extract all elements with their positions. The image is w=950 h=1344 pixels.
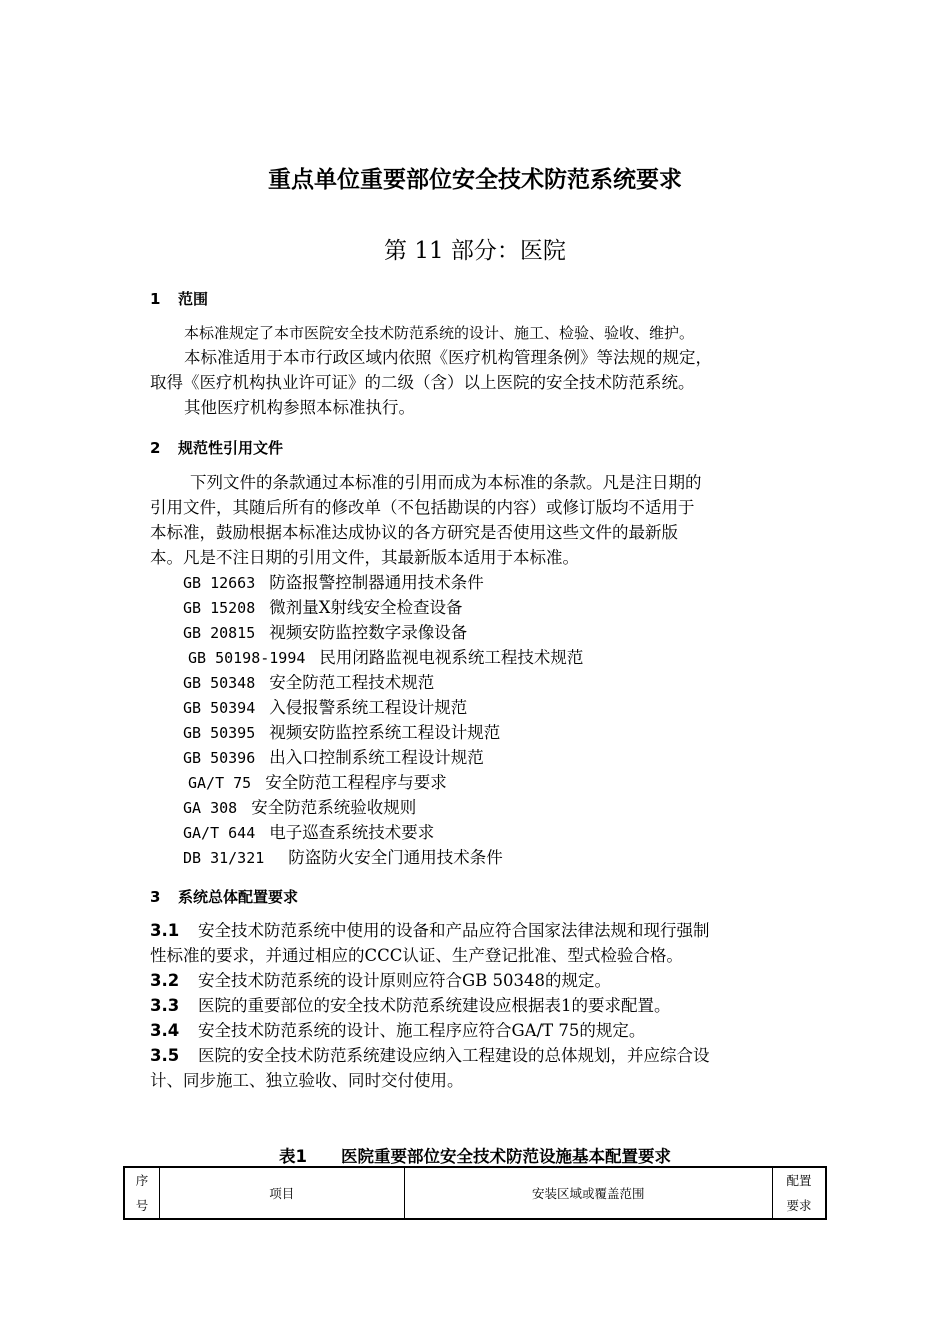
section-number: 3 [150, 888, 161, 906]
clause-number: 3.5 [150, 1046, 180, 1065]
reference-item: GB 12663 防盗报警控制器通用技术条件 [183, 573, 484, 592]
section-heading-3 [150, 886, 298, 907]
clause-3-4: 3.4 安全技术防范系统的设计、施工程序应符合GA/T 75的规定。 [150, 1018, 645, 1043]
reference-item: GA/T 75 安全防范工程程序与要求 [188, 773, 447, 792]
section-heading-2 [150, 437, 283, 458]
reference-item: GB 50394 入侵报警系统工程设计规范 [183, 698, 468, 717]
reference-item: DB 31/321 防盗防火安全门通用技术条件 [183, 848, 503, 867]
reference-item: GA/T 644 电子巡查系统技术要求 [183, 823, 435, 842]
scope-paragraph-1: 本标准规定了本市医院安全技术防范系统的设计、施工、检验、验收、维护。 [184, 324, 695, 342]
section-title: 范围 [178, 290, 209, 308]
section-heading-1 [150, 288, 208, 309]
section-title: 规范性引用文件 [178, 439, 284, 457]
reference-item: GB 50348 安全防范工程技术规范 [183, 673, 435, 692]
refs-intro-line-3: 本标准，鼓励根据本标准达成协议的各方研究是否使用这些文件的最新版 [150, 523, 678, 542]
document-subtitle: 第 11 部分：医院 [384, 238, 566, 264]
col-req: 配置 要求 [773, 1167, 826, 1219]
refs-intro-line-2: 引用文件，其随后所有的修改单（不包括勘误的内容）或修订版均不适用于 [150, 498, 695, 517]
clause-3-5-line-2: 计、同步施工、独立验收、同时交付使用。 [150, 1071, 464, 1090]
reference-item: GB 50396 出入口控制系统工程设计规范 [183, 748, 484, 767]
refs-intro-line-4: 本。凡是不注日期的引用文件，其最新版本适用于本标准。 [150, 548, 579, 567]
document-title: 重点单位重要部位安全技术防范系统要求 [268, 167, 682, 193]
refs-intro-line-1: 下列文件的条款通过本标准的引用而成为本标准的条款。凡是注日期的 [190, 473, 702, 492]
clause-number: 3.2 [150, 971, 180, 990]
section-number: 1 [150, 290, 161, 308]
col-item: 项目 [159, 1167, 404, 1219]
clause-3-5-line-1: 3.5 医院的安全技术防范系统建设应纳入工程建设的总体规划，并应综合设 [150, 1043, 710, 1068]
table-header-row [124, 1167, 826, 1219]
col-seq: 序 号 [124, 1167, 159, 1219]
config-table [123, 1166, 827, 1220]
reference-item: GA 308 安全防范系统验收规则 [183, 798, 417, 817]
clause-number: 3.1 [150, 921, 180, 940]
section-title: 系统总体配置要求 [178, 888, 299, 906]
table-caption-label: 表1 [279, 1147, 307, 1166]
reference-item: GB 15208 微剂量X射线安全检查设备 [183, 598, 463, 617]
reference-item: GB 50198-1994 民用闭路监视电视系统工程技术规范 [188, 648, 584, 667]
table-caption [0, 1143, 950, 1167]
clause-3-2: 3.2 安全技术防范系统的设计原则应符合GB 50348的规定。 [150, 968, 611, 993]
reference-item: GB 20815 视频安防监控数字录像设备 [183, 623, 468, 642]
scope-paragraph-2-line-1: 本标准适用于本市行政区域内依照《医疗机构管理条例》等法规的规定， [184, 348, 712, 367]
clause-3-1-line-2: 性标准的要求，并通过相应的CCC认证、生产登记批准、型式检验合格。 [150, 946, 683, 965]
clause-number: 3.4 [150, 1021, 180, 1040]
clause-number: 3.3 [150, 996, 180, 1015]
reference-item: GB 50395 视频安防监控系统工程设计规范 [183, 723, 501, 742]
clause-3-3: 3.3 医院的重要部位的安全技术防范系统建设应根据表1的要求配置。 [150, 993, 671, 1018]
scope-paragraph-3: 其他医疗机构参照本标准执行。 [184, 398, 415, 417]
table-caption-text: 医院重要部位安全技术防范设施基本配置要求 [340, 1147, 671, 1166]
clause-3-1-line-1: 3.1 安全技术防范系统中使用的设备和产品应符合国家法律法规和现行强制 [150, 918, 710, 943]
scope-paragraph-2-line-2: 取得《医疗机构执业许可证》的二级（含）以上医院的安全技术防范系统。 [150, 373, 695, 392]
col-area: 安装区域或覆盖范围 [404, 1167, 772, 1219]
section-number: 2 [150, 439, 161, 457]
